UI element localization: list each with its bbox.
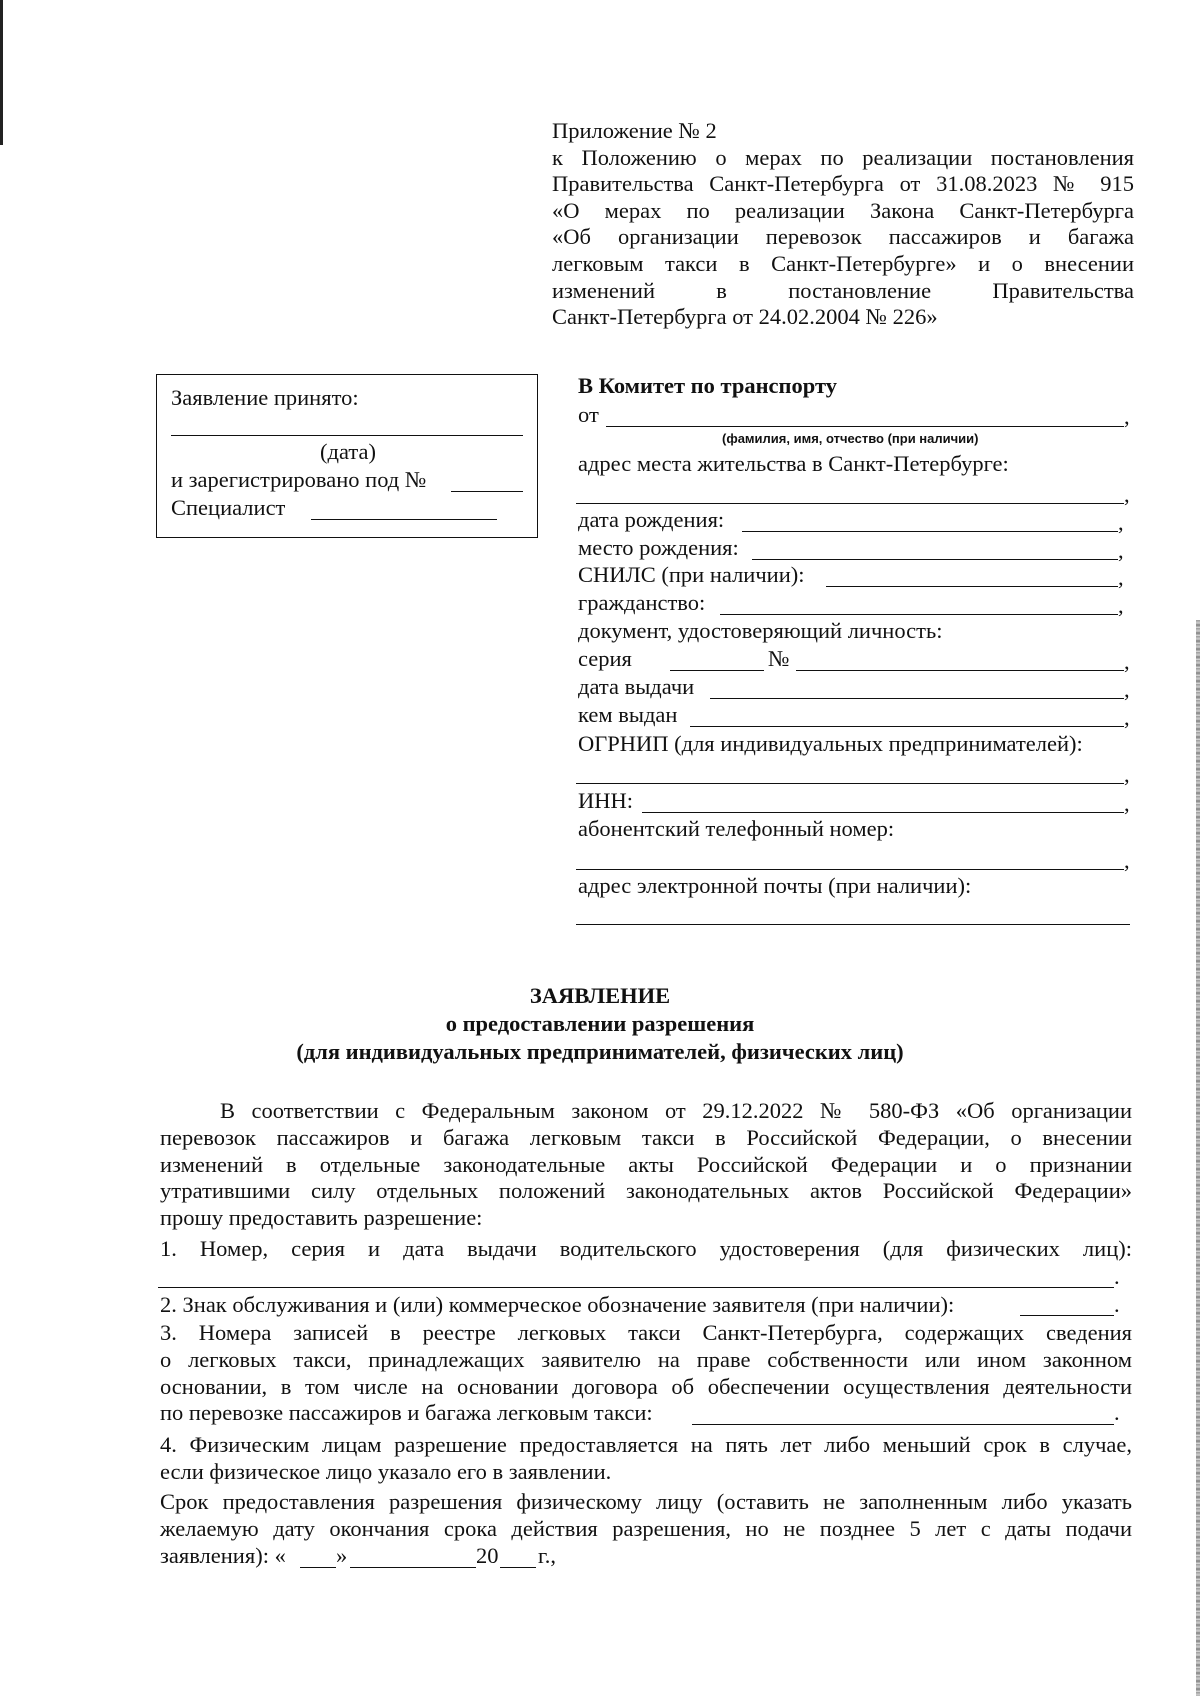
snils-line[interactable] — [826, 586, 1118, 587]
term-month-line[interactable] — [350, 1567, 476, 1568]
ogrnip-line[interactable] — [576, 783, 1124, 784]
item-4 — [160, 1432, 1132, 1486]
item-4-line: 4. Физическим лицам разрешение предоставляется на пять лет либо меньший срок в случае, — [160, 1432, 1132, 1457]
comma: , — [1124, 677, 1130, 702]
item-3-line-field[interactable] — [692, 1424, 1114, 1425]
id-document-label: документ, удостоверяющий личность: — [578, 618, 943, 643]
appendix-line: «О мерах по реализации Закона Санкт-Петербурга — [552, 197, 1134, 223]
registration-number-line[interactable] — [451, 491, 523, 492]
citizenship-line[interactable] — [720, 614, 1118, 615]
name-caption: (фамилия, имя, отчество (при наличии) — [722, 431, 979, 446]
term-line: Срок предоставления разрешения физическому лицу (оставить не заполненным либо указать — [160, 1489, 1132, 1514]
issued-by-line[interactable] — [690, 726, 1124, 727]
item-2-text: 2. Знак обслуживания и (или) коммерческое обозначение заявителя (при наличии): — [160, 1292, 955, 1317]
comma: , — [1124, 848, 1130, 873]
appendix-line: к Положению о мерах по реализации постановления — [552, 144, 1134, 170]
comma: , — [1118, 565, 1124, 590]
statement-subtitle: о предоставлении разрешения — [445, 1011, 755, 1036]
scan-edge-right — [1196, 620, 1200, 1696]
appendix-line: Санкт-Петербурга от 24.02.2004 № 226» — [552, 304, 938, 330]
phone-line[interactable] — [576, 869, 1124, 870]
address-label: адрес места жительства в Санкт-Петербурге: — [578, 451, 1009, 476]
specialist-line[interactable] — [311, 519, 497, 520]
term-line: желаемую дату окончания срока действия разрешения, но не позднее 5 лет с даты подачи — [160, 1515, 1132, 1541]
comma: , — [1118, 593, 1124, 618]
item-3 — [160, 1320, 1132, 1427]
term-year-suffix: г., — [538, 1543, 556, 1568]
item-1-text: 1. Номер, серия и дата выдачи водительского удостоверения (для физических лиц): — [160, 1236, 1132, 1261]
appendix-body — [552, 145, 1134, 331]
citizenship-label: гражданство: — [578, 590, 706, 615]
comma: , — [1118, 510, 1124, 535]
scan-edge-left — [0, 0, 3, 145]
inn-label: ИНН: — [578, 788, 633, 813]
birth-date-line[interactable] — [742, 531, 1118, 532]
comma: , — [1124, 482, 1130, 507]
comma: , — [1124, 705, 1130, 730]
phone-label: абонентский телефонный номер: — [578, 816, 895, 841]
item-3-line: о легковых такси, принадлежащих заявителю на праве собственности или ином законном — [160, 1346, 1132, 1372]
issued-by-label: кем выдан — [578, 702, 678, 727]
appendix-line: «Об организации перевозок пассажиров и багажа — [552, 224, 1134, 250]
from-label: от — [578, 402, 599, 427]
period: . — [1114, 1292, 1120, 1317]
statement-title: ЗАЯВЛЕНИЕ — [529, 983, 671, 1008]
accepted-label: Заявление принято: — [171, 385, 359, 410]
document-number-line[interactable] — [796, 670, 1124, 671]
intro-line: изменений в отдельные законодательные акты Российской Федерации и о признании — [160, 1151, 1132, 1177]
item-3-line: 3. Номера записей в реестре легковых такси Санкт-Петербурга, содержащих сведения — [160, 1320, 1132, 1345]
term-quote: » — [336, 1543, 348, 1568]
appendix-line: Правительства Санкт-Петербурга от 31.08.2023 № 915 — [552, 171, 1134, 197]
addressee: В Комитет по транспорту — [578, 373, 837, 398]
ogrnip-label: ОГРНИП (для индивидуальных предпринимателей): — [578, 731, 1083, 756]
term-year-prefix: 20 — [476, 1543, 499, 1568]
email-line[interactable] — [576, 924, 1130, 925]
accepted-date-caption: (дата) — [320, 439, 376, 464]
appendix-header — [552, 118, 1134, 331]
birth-date-label: дата рождения: — [578, 507, 725, 532]
period: . — [1114, 1264, 1120, 1289]
number-sign: № — [768, 646, 790, 671]
birth-place-label: место рождения: — [578, 535, 739, 560]
appendix-line: легковым такси в Санкт-Петербурге» и о внесении — [552, 250, 1134, 276]
series-label: серия — [578, 646, 632, 671]
period: . — [1114, 1400, 1120, 1425]
inn-line[interactable] — [642, 812, 1124, 813]
item-2-line[interactable] — [1020, 1315, 1114, 1316]
statement-subtitle-2: (для индивидуальных предпринимателей, физических лиц) — [296, 1039, 904, 1064]
comma: , — [1124, 762, 1130, 787]
term-last-label: заявления): « — [160, 1543, 286, 1568]
item-3-line: основании, в том числе на основании договора об обеспечении осуществления деятельности — [160, 1373, 1132, 1399]
intro-line: утратившими силу отдельных положений законодательных актов Российской Федерации» — [160, 1178, 1132, 1204]
item-4-line: если физическое лицо указало его в заявлении. — [160, 1458, 612, 1484]
term-paragraph — [160, 1489, 1132, 1543]
specialist-label: Специалист — [171, 495, 286, 520]
comma: , — [1118, 538, 1124, 563]
comma: , — [1124, 649, 1130, 674]
series-line[interactable] — [670, 670, 764, 671]
item-1 — [160, 1236, 1132, 1263]
item-1-line[interactable] — [158, 1287, 1114, 1288]
comma: , — [1124, 791, 1130, 816]
intro-line: прошу предоставить разрешение: — [160, 1205, 483, 1231]
applicant-name-line[interactable] — [606, 426, 1124, 427]
term-day-line[interactable] — [300, 1567, 336, 1568]
appendix-line: изменений в постановление Правительства — [552, 277, 1134, 303]
intro-paragraph — [160, 1098, 1132, 1232]
email-label: адрес электронной почты (при наличии): — [578, 873, 972, 898]
term-year-line[interactable] — [500, 1567, 536, 1568]
snils-label: СНИЛС (при наличии): — [578, 562, 805, 587]
issue-date-line[interactable] — [710, 698, 1124, 699]
accepted-box — [156, 374, 538, 538]
item-3-line: по перевозке пассажиров и багажа легковым такси: — [160, 1400, 653, 1426]
birth-place-line[interactable] — [752, 559, 1118, 560]
intro-line: В соответствии с Федеральным законом от 29.12.2022 № 580-ФЗ «Об организации — [220, 1098, 1132, 1123]
intro-line: перевозок пассажиров и багажа легковым такси в Российской Федерации, о внесении — [160, 1124, 1132, 1150]
issue-date-label: дата выдачи — [578, 674, 695, 699]
comma: , — [1124, 404, 1130, 429]
address-line[interactable] — [576, 503, 1124, 504]
appendix-title: Приложение № 2 — [552, 118, 717, 143]
registered-label: и зарегистрировано под № — [171, 467, 427, 492]
accepted-date-line[interactable] — [171, 435, 523, 436]
